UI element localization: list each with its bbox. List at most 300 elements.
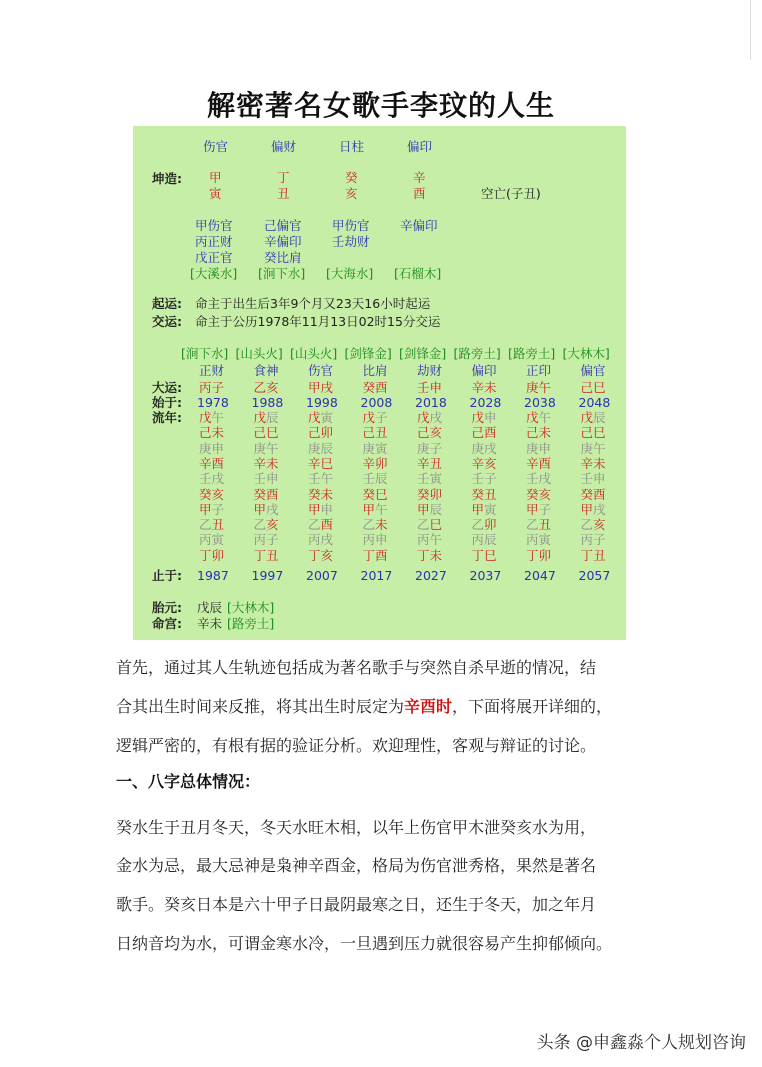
stem-day: 癸 <box>345 170 358 185</box>
liunian-year <box>472 548 497 563</box>
liunian-stem: 乙 <box>199 517 212 533</box>
liunian-year <box>199 487 224 502</box>
nayin-hour: [石榴木] <box>394 266 442 281</box>
liunian-stem: 己 <box>580 425 594 441</box>
dayun-start-year: 2008 <box>360 395 393 410</box>
qiyun-text: 命主于出生后3年9个月又23天16小时起运 <box>195 296 431 311</box>
liunian-stem: 庚 <box>253 440 267 456</box>
liunian-branch: 辰 <box>375 471 388 487</box>
liunian-year <box>254 548 279 563</box>
liunian-stem: 壬 <box>308 471 321 487</box>
liunian-stem: 乙 <box>526 517 539 533</box>
liunian-stem: 丙 <box>253 532 267 548</box>
dayun-nayin: [路旁土] <box>453 346 501 361</box>
liunian-branch: 未 <box>375 517 388 533</box>
liunian-year <box>363 441 388 456</box>
dayun-pillar: 甲戌 <box>308 380 334 395</box>
liunian-stem: 乙 <box>417 517 430 533</box>
zhiyu-label: 止于: <box>152 568 182 583</box>
liunian-year <box>472 425 497 440</box>
liunian-year <box>199 441 224 456</box>
liunian-year <box>472 410 497 425</box>
god-hour: 偏印 <box>407 139 433 154</box>
liunian-branch: 午 <box>538 410 552 425</box>
dayun-pillar: 乙亥 <box>253 380 279 395</box>
hidden-year-2: 丙正财 <box>195 234 233 249</box>
liunian-year <box>254 456 279 471</box>
liunian-branch: 戌 <box>429 410 443 425</box>
liunian-stem: 甲 <box>471 501 485 517</box>
liunian-year <box>199 548 224 563</box>
liunian-branch: 寅 <box>211 532 225 548</box>
liunian-branch: 酉 <box>266 486 279 502</box>
liunian-stem: 癸 <box>199 486 212 502</box>
liunian-stem: 甲 <box>308 501 321 517</box>
liunian-stem: 辛 <box>471 455 485 471</box>
page-title: 解密著名女歌手李玟的人生 <box>206 89 555 122</box>
hidden-day-2: 壬劫财 <box>332 234 370 249</box>
taiyuan-label: 胎元: <box>152 600 182 615</box>
liunian-branch: 辰 <box>593 410 606 425</box>
liunian-stem: 辛 <box>199 455 212 471</box>
dayun-nayin: [剑锋金] <box>399 346 447 361</box>
dayun-start-year: 1998 <box>306 395 338 410</box>
liunian-branch: 酉 <box>211 455 225 471</box>
liunian-branch: 寅 <box>320 410 334 425</box>
dayun-pillar: 丙子 <box>199 380 225 395</box>
liunian-branch: 午 <box>593 440 606 456</box>
liunian-stem: 甲 <box>417 501 430 517</box>
liunian-stem: 己 <box>199 425 212 441</box>
liunian-year <box>254 471 279 486</box>
liunian-year <box>526 410 551 425</box>
liunian-branch: 申 <box>593 471 606 487</box>
liunian-year <box>199 425 224 440</box>
paragraph-2-line-1: 癸水生于丑月冬天，冬天水旺木相，以年上伤官甲木泄癸亥水为用， <box>116 818 597 837</box>
liunian-year <box>308 410 333 425</box>
liunian-branch: 子 <box>429 440 443 456</box>
liunian-stem: 壬 <box>253 471 267 487</box>
dayun-god: 正财 <box>199 363 225 378</box>
liunian-stem: 己 <box>417 425 430 441</box>
liunian-stem: 辛 <box>580 455 594 471</box>
liunian-stem: 丁 <box>308 547 321 563</box>
liunian-stem: 丙 <box>308 532 321 548</box>
liunian-branch: 巳 <box>484 547 497 563</box>
liunian-branch: 未 <box>211 425 225 441</box>
liunian-branch: 戌 <box>538 471 552 487</box>
liunian-branch: 丑 <box>429 455 443 471</box>
taiyuan-nayin: [大林木] <box>227 600 275 615</box>
liunian-year <box>199 502 224 517</box>
liunian-branch: 戌 <box>484 440 497 456</box>
dayun-nayin: [山头火] <box>290 346 338 361</box>
liunian-year <box>417 410 442 425</box>
liunian-stem: 乙 <box>253 517 267 533</box>
liunian-branch: 子 <box>538 501 552 517</box>
liunian-stem: 甲 <box>362 501 376 517</box>
liunian-year <box>417 456 442 471</box>
dayun-start-year: 2028 <box>469 395 502 410</box>
liunian-branch: 亥 <box>593 517 606 533</box>
liunian-stem: 辛 <box>362 455 376 471</box>
liunian-branch: 寅 <box>484 501 497 517</box>
liunian-year <box>363 487 388 502</box>
liunian-branch: 子 <box>484 471 497 487</box>
liunian-year <box>363 548 388 563</box>
dayun-start-year: 2038 <box>524 395 556 410</box>
liunian-year <box>581 517 606 532</box>
liunian-stem: 壬 <box>417 471 430 487</box>
liunian-year <box>308 487 333 502</box>
liunian-stem: 己 <box>471 425 485 441</box>
liunian-year <box>417 487 442 502</box>
dayun-end-year: 2037 <box>469 568 502 583</box>
dayun-end-year: 1997 <box>251 568 284 583</box>
liunian-stem: 戊 <box>471 410 485 425</box>
liunian-stem: 戊 <box>308 410 321 425</box>
liunian-branch: 亥 <box>320 547 334 563</box>
liunian-year <box>417 532 442 547</box>
liunian-branch: 申 <box>484 410 497 425</box>
liunian-stem: 丙 <box>199 532 212 548</box>
liunian-branch: 申 <box>266 471 279 487</box>
liunian-stem: 丁 <box>199 547 212 563</box>
liunian-stem: 庚 <box>580 440 594 456</box>
liunian-year <box>199 517 224 532</box>
liunian-year <box>363 502 388 517</box>
liunian-stem: 乙 <box>308 517 321 533</box>
liunian-stem: 辛 <box>308 455 321 471</box>
dayun-end-year: 2017 <box>360 568 393 583</box>
page-edge-line <box>750 0 751 60</box>
nayin-month: [涧下水] <box>258 266 306 281</box>
liunian-year <box>254 517 279 532</box>
god-year: 伤官 <box>203 139 229 154</box>
liunian-stem: 丙 <box>580 532 594 548</box>
liunian-branch: 亥 <box>484 455 497 471</box>
section-heading: 一、八字总体情况： <box>116 772 261 791</box>
liunian-stem: 丁 <box>471 547 485 563</box>
hidden-day-1: 甲伤官 <box>332 218 370 233</box>
liunian-year <box>363 517 388 532</box>
liunian-stem: 庚 <box>526 440 539 456</box>
liunian-year <box>526 487 551 502</box>
minggong-label: 命宫: <box>152 616 182 631</box>
shiyu-label: 始于: <box>152 395 182 410</box>
liunian-year <box>363 410 388 425</box>
liunian-stem: 己 <box>526 425 539 441</box>
liunian-branch: 亥 <box>266 517 279 533</box>
kongwang: 空亡(子丑) <box>481 186 541 201</box>
dayun-god: 食神 <box>253 363 279 378</box>
liunian-year <box>472 471 497 486</box>
taiyuan-value: 戊辰 <box>197 600 223 615</box>
liunian-stem: 庚 <box>362 440 376 456</box>
liunian-stem: 壬 <box>580 471 594 487</box>
liunian-branch: 亥 <box>538 486 552 502</box>
qiyun-label: 起运: <box>152 296 182 311</box>
liunian-branch: 未 <box>320 486 334 502</box>
liunian-year <box>199 410 224 425</box>
liunian-branch: 丑 <box>211 517 225 533</box>
dayun-end-year: 2047 <box>524 568 556 583</box>
liunian-branch: 未 <box>538 425 552 441</box>
liunian-stem: 壬 <box>199 471 212 487</box>
liunian-branch: 午 <box>211 410 225 425</box>
liunian-branch: 丑 <box>375 425 388 441</box>
liunian-branch: 戌 <box>266 501 279 517</box>
liunian-year <box>308 502 333 517</box>
branch-hour: 酉 <box>413 186 426 201</box>
dayun-start-year: 1978 <box>197 395 229 410</box>
liunian-year <box>308 456 333 471</box>
liunian-branch: 辰 <box>429 501 443 517</box>
liunian-year <box>417 425 442 440</box>
dayun-pillar: 壬申 <box>417 380 443 395</box>
liunian-year <box>581 441 606 456</box>
p1-l2-text-end: ，下面将展开详细的， <box>452 697 613 716</box>
liunian-branch: 子 <box>375 410 388 425</box>
minggong-value: 辛未 <box>197 616 223 631</box>
liunian-year <box>526 502 551 517</box>
liunian-branch: 巳 <box>266 425 279 441</box>
liunian-year <box>308 471 333 486</box>
dayun-god: 正印 <box>526 363 552 378</box>
nayin-day: [大海水] <box>326 266 374 281</box>
dayun-pillar: 己巳 <box>580 380 606 395</box>
liunian-branch: 寅 <box>538 532 552 548</box>
liunian-stem: 壬 <box>471 471 485 487</box>
liunian-stem: 丁 <box>253 547 267 563</box>
dayun-nayin: [涧下水] <box>181 346 229 361</box>
god-month: 偏财 <box>271 139 297 154</box>
dayun-label: 大运: <box>152 380 182 395</box>
branch-day: 亥 <box>345 186 358 201</box>
liunian-year <box>417 471 442 486</box>
liunian-stem: 丁 <box>362 547 376 563</box>
liunian-branch: 巳 <box>320 455 334 471</box>
liunian-year <box>526 441 551 456</box>
dayun-nayin: [路旁土] <box>508 346 556 361</box>
liunian-branch: 未 <box>266 455 279 471</box>
liunian-year <box>254 425 279 440</box>
liunian-stem: 庚 <box>471 440 485 456</box>
liunian-year <box>363 425 388 440</box>
p1-l2-text: 合其出生时间来反推，将其出生时辰定为 <box>116 697 405 716</box>
liunian-year <box>254 532 279 547</box>
liunian-branch: 酉 <box>320 517 334 533</box>
dayun-end-year: 2027 <box>415 568 447 583</box>
liunian-stem: 癸 <box>580 486 594 502</box>
liunian-branch: 巳 <box>375 486 388 502</box>
liunian-year <box>581 456 606 471</box>
liunian-stem: 癸 <box>471 486 485 502</box>
liunian-year <box>363 532 388 547</box>
liunian-stem: 庚 <box>199 440 212 456</box>
liunian-stem: 丙 <box>362 532 376 548</box>
dayun-end-year: 2057 <box>578 568 611 583</box>
liunian-stem: 丙 <box>526 532 539 548</box>
highlight-xinyou: 辛酉时 <box>404 697 453 716</box>
liunian-stem: 庚 <box>417 440 430 456</box>
liunian-year <box>526 456 551 471</box>
paragraph-1-line-2 <box>116 694 646 717</box>
liunian-branch: 酉 <box>593 486 606 502</box>
liunian-stem: 壬 <box>362 471 376 487</box>
branch-month: 丑 <box>277 186 290 201</box>
liunian-stem: 乙 <box>362 517 376 533</box>
hidden-month-3: 癸比肩 <box>264 250 302 265</box>
liunian-branch: 卯 <box>429 486 443 502</box>
stem-hour: 辛 <box>413 170 426 185</box>
hidden-month-2: 辛偏印 <box>264 234 302 249</box>
liunian-stem: 丁 <box>580 547 594 563</box>
liunian-year <box>199 456 224 471</box>
liunian-year <box>472 441 497 456</box>
liunian-stem: 庚 <box>308 440 321 456</box>
liunian-stem: 甲 <box>199 501 212 517</box>
liunian-branch: 亥 <box>429 425 443 441</box>
liunian-branch: 寅 <box>429 471 443 487</box>
liunian-year <box>526 548 551 563</box>
liunian-year <box>581 548 606 563</box>
liunian-branch: 卯 <box>484 517 497 533</box>
liunian-branch: 未 <box>593 455 606 471</box>
liunian-stem: 癸 <box>253 486 267 502</box>
dayun-god: 伤官 <box>308 363 334 378</box>
liunian-branch: 戌 <box>593 501 606 517</box>
dayun-god: 劫财 <box>417 363 443 378</box>
liunian-year <box>417 517 442 532</box>
minggong-nayin: [路旁土] <box>227 616 275 631</box>
watermark: 头条 @申鑫淼个人规划咨询 <box>536 1033 746 1053</box>
liunian-stem: 丁 <box>417 547 430 563</box>
dayun-nayin: [大林木] <box>562 346 610 361</box>
liunian-branch: 午 <box>375 501 388 517</box>
liunian-branch: 酉 <box>484 425 497 441</box>
jiaoyun-text: 命主于公历1978年11月13日02时15分交运 <box>195 314 441 329</box>
liunian-stem: 辛 <box>253 455 267 471</box>
liunian-year <box>199 471 224 486</box>
liunian-branch: 辰 <box>484 532 497 548</box>
liunian-year <box>526 425 551 440</box>
liunian-branch: 辰 <box>320 440 334 456</box>
branch-year: 寅 <box>209 186 222 201</box>
liunian-year <box>417 441 442 456</box>
liunian-stem: 癸 <box>308 486 321 502</box>
liunian-stem: 甲 <box>580 501 594 517</box>
liunian-branch: 酉 <box>375 547 388 563</box>
liunian-stem: 己 <box>308 425 321 441</box>
liunian-year <box>472 487 497 502</box>
dayun-pillar: 辛未 <box>471 380 497 395</box>
hidden-year-1: 甲伤官 <box>195 218 233 233</box>
liunian-year <box>308 441 333 456</box>
liunian-branch: 卯 <box>320 425 334 441</box>
liunian-year <box>472 502 497 517</box>
dayun-pillar: 癸酉 <box>362 380 388 395</box>
liunian-branch: 未 <box>429 547 443 563</box>
liunian-stem: 丁 <box>526 547 539 563</box>
paragraph-1-line-1: 首先，通过其人生轨迹包括成为著名歌手与突然自杀早逝的情况，结 <box>116 658 597 677</box>
liunian-year <box>363 471 388 486</box>
liunian-branch: 卯 <box>375 455 388 471</box>
hidden-hour-1: 辛偏印 <box>400 218 438 233</box>
dayun-nayin: [剑锋金] <box>344 346 392 361</box>
liunian-stem: 乙 <box>471 517 485 533</box>
liunian-year <box>526 471 551 486</box>
liunian-year <box>308 517 333 532</box>
jiaoyun-label: 交运: <box>152 314 182 329</box>
liunian-branch: 巳 <box>429 517 443 533</box>
paragraph-2-line-3: 歌手。癸亥日本是六十甲子日最阴最寒之日，还生于冬天，加之年月 <box>116 895 597 914</box>
liunian-stem: 戊 <box>417 410 430 425</box>
paragraph-2-line-4: 日纳音均为水，可谓金寒水冷，一旦遇到压力就很容易产生抑郁倾向。 <box>116 934 613 953</box>
liunian-label: 流年: <box>152 410 182 425</box>
hidden-month-1: 己偏官 <box>264 218 302 233</box>
dayun-start-year: 2048 <box>578 395 611 410</box>
liunian-branch: 丑 <box>593 547 606 563</box>
liunian-stem: 甲 <box>526 501 539 517</box>
liunian-stem: 癸 <box>526 486 539 502</box>
liunian-branch: 子 <box>266 532 279 548</box>
liunian-stem: 丙 <box>417 532 430 548</box>
liunian-stem: 癸 <box>362 486 376 502</box>
dayun-start-year: 2018 <box>415 395 447 410</box>
liunian-branch: 申 <box>320 501 334 517</box>
liunian-year <box>581 425 606 440</box>
liunian-year <box>581 502 606 517</box>
dayun-end-year: 1987 <box>197 568 229 583</box>
liunian-branch: 巳 <box>593 425 606 441</box>
liunian-stem: 戊 <box>253 410 267 425</box>
liunian-year <box>254 441 279 456</box>
liunian-branch: 午 <box>266 440 279 456</box>
nayin-year: [大溪水] <box>190 266 238 281</box>
liunian-branch: 午 <box>429 532 443 548</box>
liunian-branch: 午 <box>320 471 334 487</box>
liunian-year <box>526 517 551 532</box>
liunian-year <box>472 517 497 532</box>
liunian-branch: 申 <box>538 440 552 456</box>
liunian-branch: 酉 <box>538 455 552 471</box>
bazi-chart <box>133 126 626 640</box>
liunian-branch: 戌 <box>320 532 334 548</box>
liunian-stem: 戊 <box>526 410 539 425</box>
liunian-year <box>254 487 279 502</box>
liunian-branch: 子 <box>593 532 606 548</box>
dayun-nayin: [山头火] <box>235 346 283 361</box>
paragraph-1-line-3: 逻辑严密的，有根有据的验证分析。欢迎理性，客观与辩证的讨论。 <box>116 736 597 755</box>
liunian-stem: 辛 <box>417 455 430 471</box>
dayun-god: 偏官 <box>580 363 606 378</box>
liunian-stem: 癸 <box>417 486 430 502</box>
liunian-stem: 己 <box>253 425 267 441</box>
liunian-year <box>472 456 497 471</box>
dayun-pillar: 庚午 <box>526 380 552 395</box>
dayun-end-year: 2007 <box>306 568 338 583</box>
liunian-year <box>308 532 333 547</box>
liunian-year <box>308 425 333 440</box>
stem-year: 甲 <box>209 170 222 185</box>
liunian-branch: 寅 <box>375 440 388 456</box>
liunian-stem: 戊 <box>199 410 212 425</box>
liunian-year <box>526 532 551 547</box>
liunian-branch: 子 <box>211 501 225 517</box>
god-day: 日柱 <box>339 139 365 154</box>
liunian-branch: 亥 <box>211 486 225 502</box>
